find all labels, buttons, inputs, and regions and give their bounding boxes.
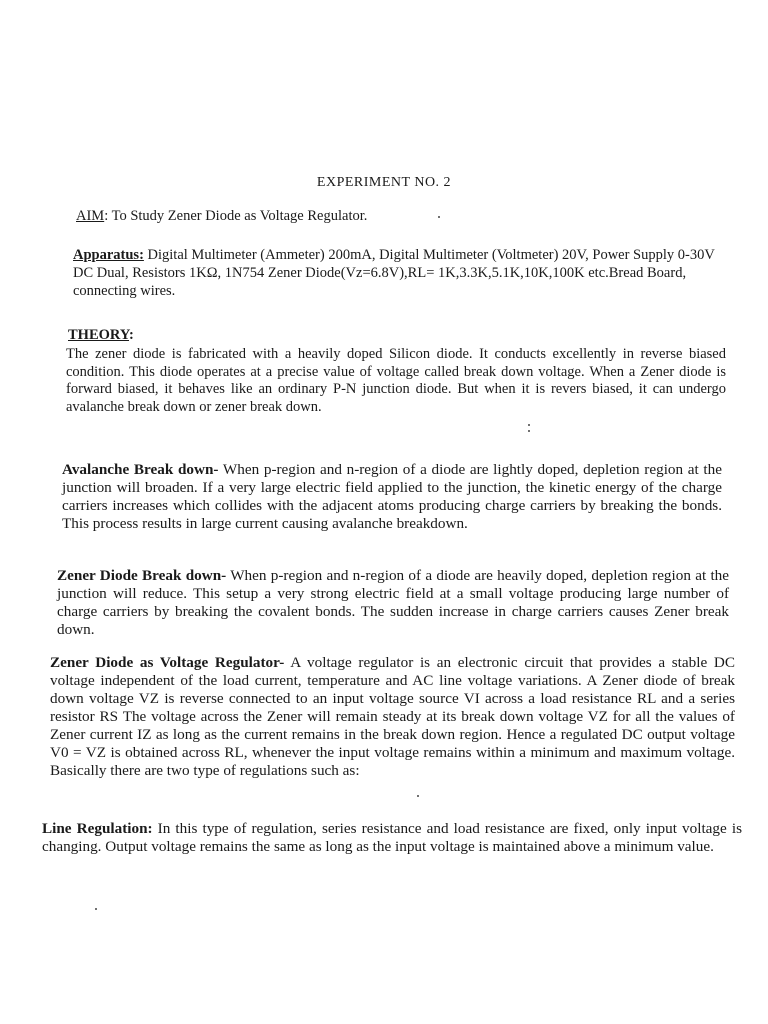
- line-regulation-heading: Line Regulation:: [42, 820, 153, 837]
- voltage-regulator-heading: Zener Diode as Voltage Regulator-: [50, 654, 285, 671]
- voltage-regulator-section: [50, 654, 735, 780]
- scan-speck: [95, 908, 97, 910]
- aim-text: : To Study Zener Diode as Voltage Regulator.: [104, 208, 368, 224]
- theory-colon: :: [129, 327, 134, 343]
- line-regulation-text: In this type of regulation, series resistance and load resistance are fixed, only input voltage is changing. Output voltage remains the same as long as the input voltage is maintained above a minimum value.: [42, 820, 742, 855]
- line-regulation-section: [42, 820, 742, 856]
- zener-breakdown-heading: Zener Diode Break down-: [57, 567, 227, 584]
- theory-label: THEORY: [68, 327, 130, 343]
- apparatus-section: [73, 246, 733, 300]
- scan-speck: [417, 795, 419, 797]
- avalanche-text: When p-region and n-region of a diode are lightly doped, depletion region at the junction will broaden. If a very large electric field applied to the junction, the kinetic energy of the charge carriers increases which collides with the adjacent atoms producing charge carriers by breaking the bonds. This process results in large current causing avalanche breakdown.: [62, 461, 722, 532]
- scan-speck: [528, 424, 530, 426]
- theory-paragraph: The zener diode is fabricated with a heavily doped Silicon diode. It conducts excellently in reverse biased condition. This diode operates at a precise value of voltage called break down voltage. When a Zener diode is forward biased, it behaves like an ordinary P-N junction diode. But when it is revers biased, it can undergo avalanche break down or zener break down.: [66, 346, 726, 415]
- voltage-regulator-text: A voltage regulator is an electronic circuit that provides a stable DC voltage independent of the load current, temperature and AC line voltage variations. A Zener diode of break down voltage VZ is reverse connected to an input voltage source VI across a load resistance RL and a series resistor RS The voltage across the Zener will remain steady at its break down voltage VZ for all the values of Zener current IZ as long as the current remains in the break down region. Hence a regulated DC output voltage V0 = VZ is obtained across RL, whenever the input voltage remains within a minimum and maximum voltage. Basically there are two type of regulations such as:: [50, 654, 735, 779]
- apparatus-label: Apparatus:: [73, 247, 144, 263]
- scan-speck: [438, 216, 440, 218]
- apparatus-text: Digital Multimeter (Ammeter) 200mA, Digital Multimeter (Voltmeter) 20V, Power Supply 0-30V DC Dual, Resistors 1KΩ, 1N754 Zener Diode(Vz=6.8V),RL= 1K,3.3K,5.1K,10K,100K etc.Bread Board, connecting wires.: [73, 247, 715, 299]
- zener-breakdown-section: [57, 567, 729, 639]
- theory-heading: [68, 328, 134, 343]
- aim-label: AIM: [76, 208, 105, 224]
- scan-speck: [528, 430, 530, 432]
- aim-section: [76, 209, 367, 224]
- zener-breakdown-text: When p-region and n-region of a diode are heavily doped, depletion region at the junction will reduce. This setup a very strong electric field at a small voltage producing large number of charge carriers by breaking the covalent bonds. The sudden increase in charge carriers causes Zener break down.: [57, 567, 730, 638]
- avalanche-section: [62, 461, 722, 533]
- avalanche-heading: Avalanche Break down-: [62, 461, 219, 478]
- experiment-title: EXPERIMENT NO. 2: [316, 175, 452, 190]
